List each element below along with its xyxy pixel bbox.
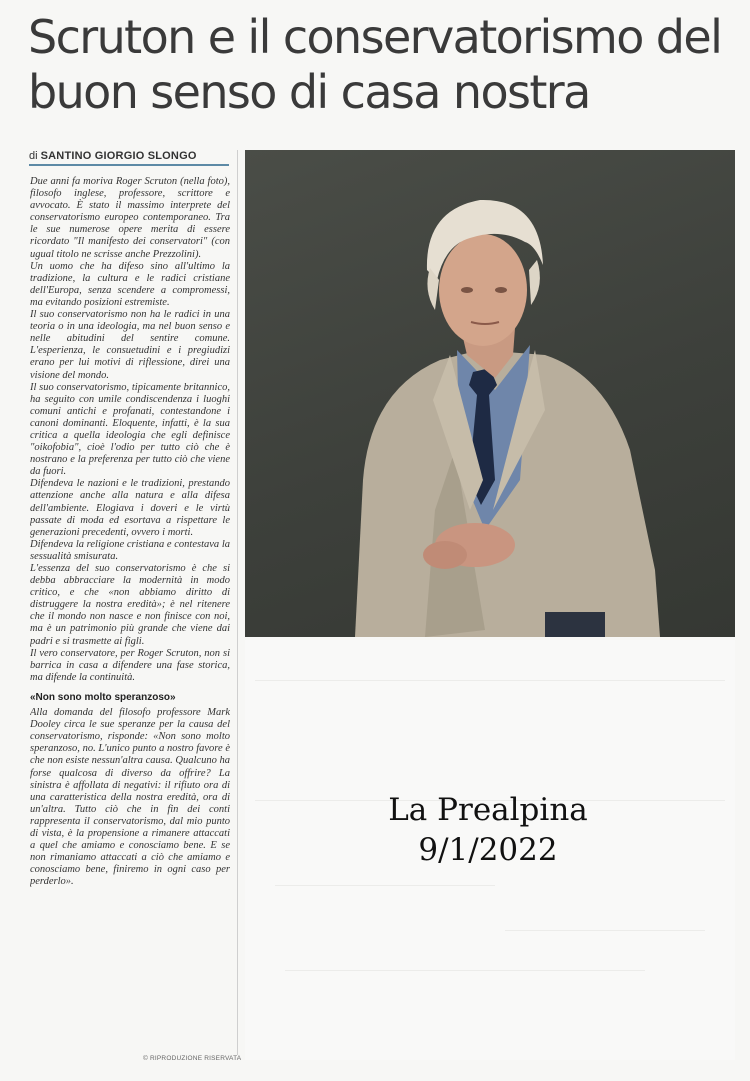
paragraph: Il suo conservatorismo non ha le radici in una teoria o in una ideologia, ma nel buon senso e nelle abitudini del sentire comune. L'esperienza, le consuetudini e i pregiudizi erano per lui motivi di riflessione, direi una visione del mondo. — [30, 309, 230, 381]
source-date: 9/1/2022 — [418, 832, 558, 868]
paragraph: Difendeva le nazioni e le tradizioni, prestando attenzione anche alla natura e alla difesa dell'ambiente. Elogiava i doveri e le virtù passate di moda ed esortava a rispettare le generazioni precedenti, ovvero i morti. — [30, 478, 230, 538]
paragraph: L'essenza del suo conservatorismo è che si debba abbracciare la modernità in modo critico, e che «non abbiamo diritto di distruggere la nostra eredità»; è nel ritenere che il mondo non nasce e non finisce con noi, ma è un patrimonio più grande che viene dai padri e si trasmette ai figli. — [30, 563, 230, 647]
byline-prefix: di — [29, 150, 38, 162]
portrait-photo — [245, 150, 735, 637]
paragraph: Il vero conservatore, per Roger Scruton, non si barrica in casa a difendere una fase storica, ma difende la continuità. — [30, 647, 230, 683]
article-body — [30, 176, 230, 1061]
paragraph: Alla domanda del filosofo professore Mark Dooley circa le sue speranze per la causa del conservatorismo, risponde: «Non sono molto speranzoso, no. L'unico punto a nostro favore è che non esiste nessun'altra causa. Qualcuno ha forse qualcosa di diverso da offrire? La sinistra è affollata di negativi: il rifiuto ora di una caratteristica della nostra eredità, ora di un'altra. Tutto ciò che in fin dei conti rappresenta il conservatorismo, dal mio punto di vista, è la propensione a rimanere attaccati a quel che amiamo e conosciamo bene. E se non rimaniamo attaccati a ciò che amiamo e conosciamo bene, finiremo in ogni caso per perderlo». — [30, 707, 230, 888]
copyright-note: © RIPRODUZIONE RISERVATA — [143, 1055, 242, 1062]
headline: Scruton e il conservatorismo del buon senso di casa nostra — [28, 10, 722, 119]
source-caption — [368, 790, 608, 870]
column-divider — [237, 150, 238, 1055]
paragraph: Il suo conservatorismo, tipicamente britannico, ha seguito con umile condiscendenza i luoghi comuni antichi e profanati, contestandone i canoni dominanti. Eloquente, infatti, è la sua critica a quella ideologia che egli definisce "oikofobia", cioè l'odio per tutto ciò che è nostrano e la preferenza per tutto ciò che viene da fuori. — [30, 381, 230, 478]
paragraph: Un uomo che ha difeso sino all'ultimo la tradizione, la cultura e le radici cristiane dell'Europa, senza scendere a compromessi, ma evitando posizioni estremiste. — [30, 260, 230, 308]
paragraph: Difendeva la religione cristiana e contestava la sessualità smisurata. — [30, 538, 230, 562]
byline — [29, 150, 229, 166]
portrait-illustration — [245, 150, 735, 637]
source-publication: La Prealpina — [388, 792, 588, 828]
byline-author: SANTINO GIORGIO SLONGO — [40, 150, 197, 162]
paragraph: Due anni fa moriva Roger Scruton (nella foto), filosofo inglese, professore, scrittore e avvocato. È stato il massimo interprete del conservatorismo europeo contemporaneo. Tra le sue numerose opere merita di essere ricordato "Il manifesto dei conservatori" (con ugual titolo ne scrisse anche Prezzolini). — [30, 176, 230, 260]
subheading: «Non sono molto speranzoso» — [30, 691, 176, 703]
